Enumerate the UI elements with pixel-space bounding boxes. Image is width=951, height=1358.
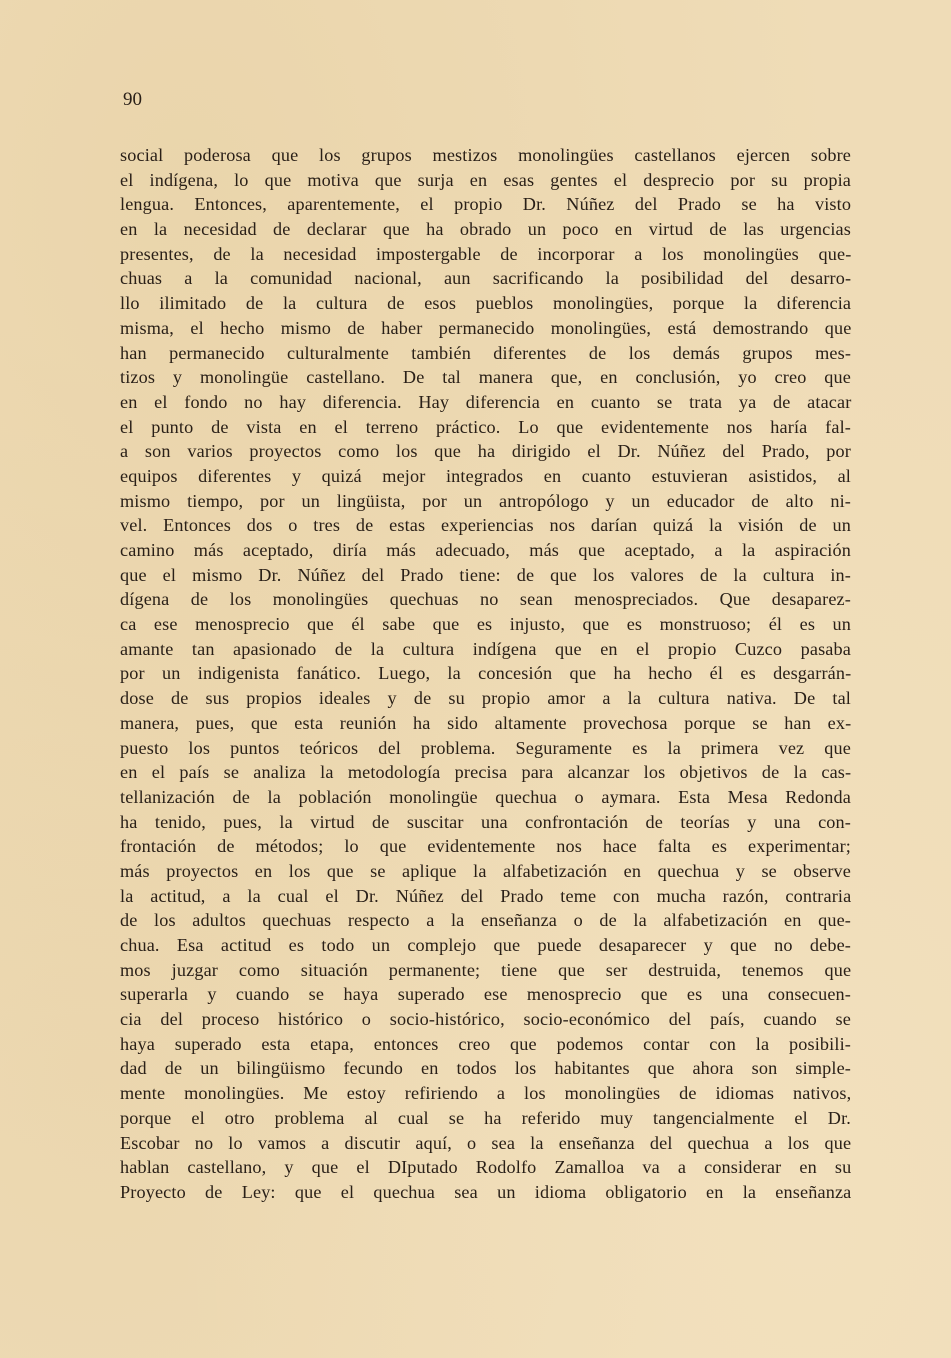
text-line: a son varios proyectos como los que ha dirigido el Dr. Núñez del Prado, por [120,441,851,462]
text-line: superarla y cuando se haya superado ese menosprecio que es una consecuen- [120,984,851,1005]
text-line: chua. Esa actitud es todo un complejo que puede desaparecer y que no debe- [120,935,851,955]
text-line: cia del proceso histórico o socio-histórico, socio-económico del país, cuando se [120,1009,851,1030]
text-line: en la necesidad de declarar que ha obrado un poco en virtud de las urgencias [120,219,851,240]
text-line: han permanecido culturalmente también diferentes de los demás grupos mes- [120,342,852,363]
text-line: el indígena, lo que motiva que surja en esas gentes el desprecio por su propia [120,169,851,190]
text-line: social poderosa que los grupos mestizos monolingües castellanos ejercen sobre [120,145,851,165]
text-line: amante tan apasionado de la cultura indígena que en el propio Cuzco pasaba [120,638,851,659]
text-line: dígena de los monolingües quechuas no sean menospreciados. Que desaparez- [120,589,851,610]
text-line: Proyecto de Ley: que el quechua sea un idioma obligatorio en la enseñanza [120,1181,852,1202]
text-line: misma, el hecho mismo de haber permanecido monolingües, está demostrando que [120,317,852,338]
text-line: más proyectos en los que se aplique la alfabetización en quechua y se observe [120,860,851,881]
text-line: mismo tiempo, por un lingüista, por un antropólogo y un educador de alto ni- [120,490,851,511]
text-line: mos juzgar como situación permanente; tiene que ser destruida, tenemos que [120,959,852,980]
text-line: dose de sus propios ideales y de su propio amor a la cultura nativa. De tal [120,688,851,709]
text-line: ca ese menosprecio que él sabe que es injusto, que es monstruoso; él es un [120,614,852,635]
text-line: vel. Entonces dos o tres de estas experiencias nos darían quizá la visión de un [120,515,851,536]
text-line: equipos diferentes y quizá mejor integrados en cuanto estuvieran asistidos, al [120,465,851,486]
text-line: el punto de vista en el terreno práctico. Lo que evidentemente nos haría fal- [120,416,851,437]
text-line: ha tenido, pues, la virtud de suscitar una confrontación de teorías y una con- [120,811,851,832]
text-line: tellanización de la población monolingüe quechua o aymara. Esta Mesa Redonda [120,786,851,807]
text-line: Escobar no lo vamos a discutir aquí, o sea la enseñanza del quechua a los que [120,1132,852,1153]
page-number: 90 [123,89,142,110]
text-line: de los adultos quechuas respecto a la enseñanza o de la alfabetización en que- [120,910,851,931]
text-line: la actitud, a la cual el Dr. Núñez del Prado teme con mucha razón, contraria [120,885,852,906]
text-line: que el mismo Dr. Núñez del Prado tiene: de que los valores de la cultura in- [120,564,851,585]
text-line: lengua. Entonces, aparentemente, el propio Dr. Núñez del Prado se ha visto [120,194,852,215]
text-line: frontación de métodos; lo que evidentemente nos hace falta es experimentar; [120,836,851,857]
text-line: tizos y monolingüe castellano. De tal manera que, en conclusión, yo creo que [120,367,851,388]
text-line: en el país se analiza la metodología precisa para alcanzar los objetivos de la cas- [120,762,852,783]
text-line: manera, pues, que esta reunión ha sido altamente provechosa porque se han ex- [120,712,852,733]
text-line: chuas a la comunidad nacional, aun sacrificando la posibilidad del desarro- [120,268,852,289]
text-line: en el fondo no hay diferencia. Hay diferencia en cuanto se trata ya de atacar [120,391,852,412]
text-line: dad de un bilingüismo fecundo en todos los habitantes que ahora son simple- [120,1058,851,1079]
text-line: haya superado esta etapa, entonces creo que podemos contar con la posibili- [120,1033,851,1054]
text-line: mente monolingües. Me estoy refiriendo a los monolingües de idiomas nativos, [120,1083,852,1104]
body-text [120,143,851,1205]
text-line: por un indigenista fanático. Luego, la concesión que ha hecho él es desgarrán- [120,663,852,684]
text-line: puesto los puntos teóricos del problema. Seguramente es la primera vez que [120,737,851,758]
text-line: llo ilimitado de la cultura de esos pueblos monolingües, porque la diferencia [120,293,852,314]
text-line: hablan castellano, y que el DIputado Rodolfo Zamalloa va a considerar en su [120,1157,852,1178]
text-line: porque el otro problema al cual se ha referido muy tangencialmente el Dr. [120,1107,851,1128]
text-line: camino más aceptado, diría más adecuado, más que aceptado, a la aspiración [120,540,851,560]
text-line: presentes, de la necesidad impostergable de incorporar a los monolingües que- [120,243,852,264]
